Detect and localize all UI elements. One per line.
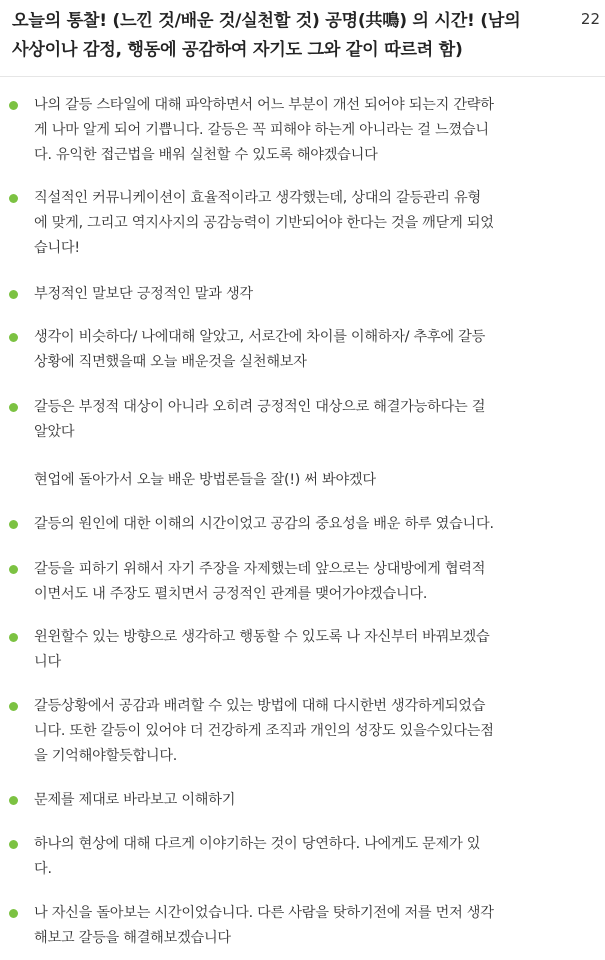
comment-text: 나의 갈등 스타일에 대해 파악하면서 어느 부분이 개선 되어야 되는지 간략하 게 나마 알게 되어 기쁩니다. 갈등은 꼭 피해야 하는게 아니라는 걸 느꼈습니 다. 유익한 접근법을 배워 실천할 수 있도록 해야겠습니다 bbox=[34, 97, 494, 163]
bullet-icon bbox=[9, 702, 18, 711]
board-header bbox=[0, 0, 605, 77]
list-item[interactable] bbox=[0, 325, 605, 375]
comment-text: 부정적인 말보단 긍정적인 말과 생각 bbox=[34, 286, 253, 302]
comment-text: 갈등을 피하기 위해서 자기 주장을 자제했는데 앞으로는 상대방에게 협력적 이면서도 내 주장도 펼치면서 긍정적인 관계를 맺어가야겠습니다. bbox=[34, 561, 486, 602]
bullet-icon bbox=[9, 565, 18, 574]
comment-text: 윈윈할수 있는 방향으로 생각하고 행동할 수 있도록 나 자신부터 바꿔보겠습 니다 bbox=[34, 629, 490, 670]
comment-count: 22 bbox=[580, 10, 600, 28]
comment-text: 하나의 현상에 대해 다르게 이야기하는 것이 당연하다. 나에게도 문제가 있 다. bbox=[34, 836, 481, 877]
list-item[interactable] bbox=[0, 557, 605, 607]
bullet-icon bbox=[9, 194, 18, 203]
comment-text: 문제를 제대로 바라보고 이해하기 bbox=[34, 792, 236, 808]
list-item[interactable] bbox=[0, 901, 605, 951]
comment-text: 직설적인 커뮤니케이션이 효율적이라고 생각했는데, 상대의 갈등관리 유형 에 맞게, 그리고 역지사지의 공감능력이 기반되어야 한다는 것을 깨닫게 되었 습니다! bbox=[34, 190, 494, 256]
bullet-icon bbox=[9, 909, 18, 918]
comment-text: 갈등은 부정적 대상이 아니라 오히려 긍정적인 대상으로 해결가능하다는 걸 알았다 bbox=[34, 399, 486, 440]
comment-text: 갈등의 원인에 대한 이해의 시간이었고 공감의 중요성을 배운 하루 였습니다. bbox=[34, 516, 494, 532]
list-item[interactable] bbox=[0, 625, 605, 675]
bullet-icon bbox=[9, 290, 18, 299]
comment-text: 나 자신을 돌아보는 시간이었습니다. 다른 사람을 탓하기전에 저를 먼저 생각 해보고 갈등을 해결해보겠습니다 bbox=[34, 905, 494, 946]
list-item[interactable] bbox=[0, 395, 605, 445]
bullet-icon bbox=[9, 796, 18, 805]
list-item[interactable] bbox=[0, 512, 605, 537]
bullet-icon bbox=[9, 333, 18, 342]
list-item[interactable] bbox=[0, 832, 605, 882]
list-item[interactable] bbox=[0, 788, 605, 813]
comment-text: 갈등상황에서 공감과 배려할 수 있는 방법에 대해 다시한번 생각하게되었습 니다. 또한 갈등이 있어야 더 건강하게 조직과 개인의 성장도 있을수있다는점 을 기억해야할듯합니다. bbox=[34, 698, 494, 764]
list-item[interactable] bbox=[0, 282, 605, 307]
comment-continuation: 현업에 돌아가서 오늘 배운 방법론들을 잘(!) 써 봐야겠다 bbox=[34, 472, 376, 488]
bullet-icon bbox=[9, 840, 18, 849]
bullet-icon bbox=[9, 101, 18, 110]
list-item[interactable] bbox=[0, 93, 605, 168]
board-title: 오늘의 통찰! (느낀 것/배운 것/실천할 것) 공명(共鳴) 의 시간! (남의 사상이나 감정, 행동에 공감하여 자기도 그와 같이 따르려 함) bbox=[12, 11, 521, 60]
list-item[interactable] bbox=[0, 694, 605, 769]
bullet-icon bbox=[9, 520, 18, 529]
list-item[interactable] bbox=[0, 186, 605, 261]
bullet-icon bbox=[9, 403, 18, 412]
comment-text: 생각이 비슷하다/ 나에대해 알았고, 서로간에 차이를 이해하자/ 추후에 갈등 상황에 직면했을때 오늘 배운것을 실천해보자 bbox=[34, 329, 486, 370]
bullet-icon bbox=[9, 633, 18, 642]
